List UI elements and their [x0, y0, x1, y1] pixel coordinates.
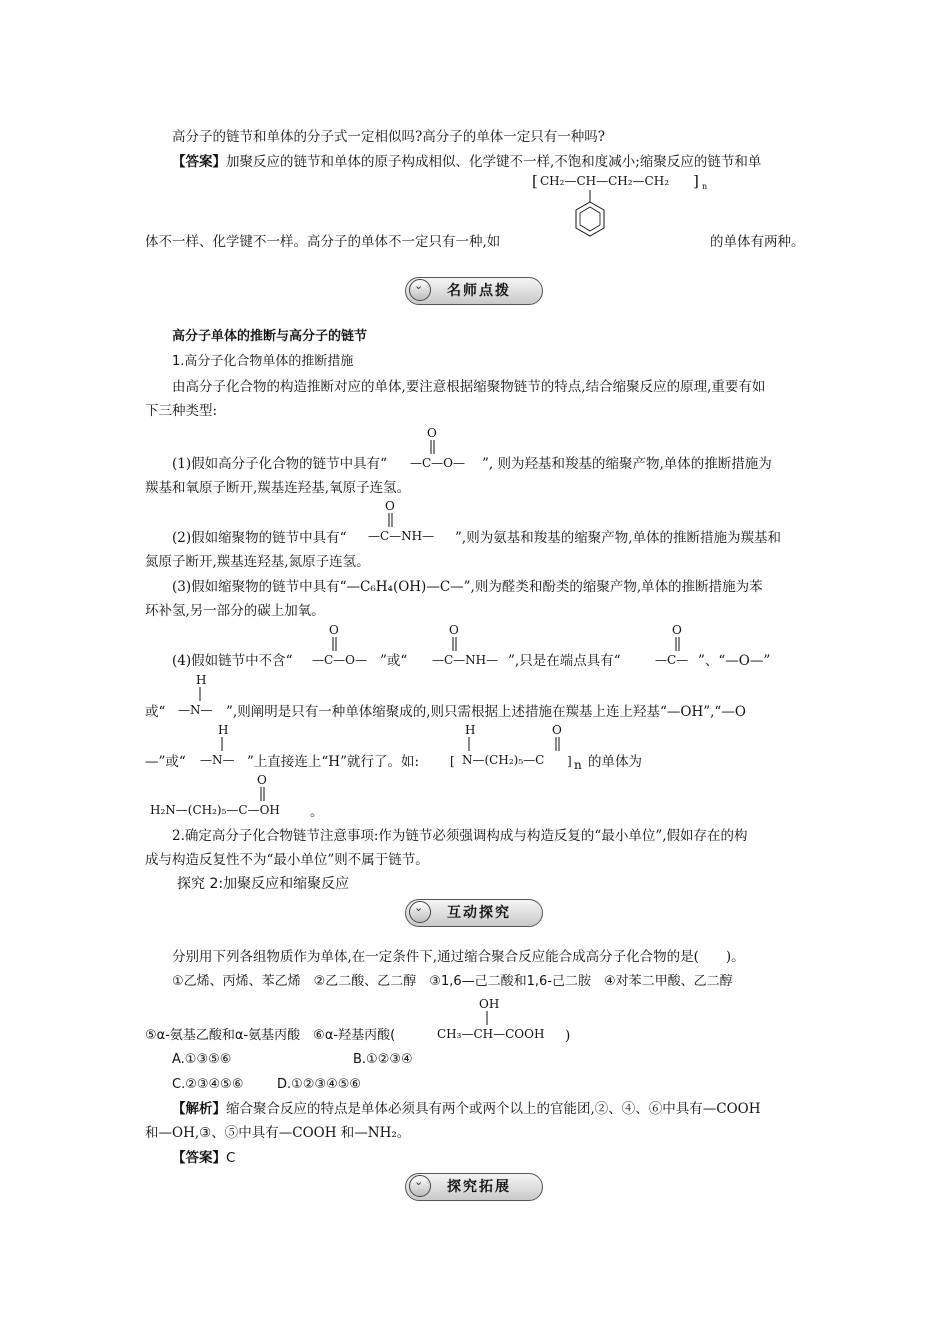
benzene-ring-icon	[570, 188, 630, 258]
heading-2a: 2.确定高分子化合物链节注意事项:作为链节必须强调构成与构造反复的“最小单位”,假如存在的构	[172, 828, 748, 844]
explore-2-title: 探究 2:加聚反应和缩聚反应	[177, 876, 350, 892]
analysis-line-1	[172, 1099, 761, 1119]
item-4d: ”、“—O—”	[698, 653, 771, 669]
heading-1: 1.高分子化合物单体的推断措施	[172, 354, 354, 369]
svg-text:—N—: —N—	[200, 753, 235, 767]
item-1c: 羰基和氧原子断开,羰基连羟基,氧原子连氢。	[145, 480, 411, 496]
svg-text:H: H	[196, 673, 207, 687]
item-3a: (3)假如缩聚物的链节中具有“—C₆H₄(OH)—C—”,则为醛类和酚类的缩聚产物,单体的推断措施为苯	[172, 579, 763, 595]
svg-text:O: O	[449, 623, 459, 637]
analysis-line-2: 和—OH,③、⑤中具有—COOH 和—NH₂。	[145, 1125, 411, 1141]
item-1b: ”, 则为羟基和羧基的缩聚产物,单体的推断措施为	[482, 456, 772, 472]
svg-text:—C—O—: —C—O—	[410, 456, 466, 470]
answer-line-2a: 体不一样、化学键不一样。高分子的单体不一定只有一种,如	[145, 234, 501, 250]
option-d: D.①②③④⑤⑥	[277, 1077, 362, 1092]
svg-text:—C—NH—: —C—NH—	[432, 653, 499, 667]
svg-text:O: O	[672, 623, 682, 637]
item-2c: 氮原子断开,羰基连羟基,氮原子连氢。	[145, 554, 370, 570]
chevron-down-icon: ⌄	[414, 279, 424, 292]
item-4i: 的单体为	[588, 754, 642, 770]
chevron-down-icon: ⌄	[414, 1175, 424, 1188]
svg-text:N—(CH₂)₅—C: N—(CH₂)₅—C	[462, 753, 545, 767]
svg-text:O: O	[385, 499, 395, 513]
item-4g: —”或“	[145, 754, 186, 770]
para-1a: 由高分子化合物的构造推断对应的单体,要注意根据缩聚物链节的特点,结合缩聚反应的原理,重要有如	[172, 379, 766, 395]
answer-value: C	[226, 1150, 236, 1166]
monomer-structure	[150, 772, 310, 822]
svg-text:n: n	[574, 758, 582, 772]
answer-line-2b: 的单体有两种。	[710, 234, 805, 250]
svg-text:]: ]	[567, 754, 572, 768]
svg-text:CH₃—CH—COOH: CH₃—CH—COOH	[437, 1027, 545, 1041]
svg-text:O: O	[552, 723, 562, 737]
svg-text:—C—: —C—	[655, 653, 689, 667]
option-b: B.①②③④	[353, 1052, 413, 1067]
imino-group	[178, 672, 228, 722]
svg-text:H₂N—(CH₂)₅—C—OH: H₂N—(CH₂)₅—C—OH	[150, 803, 280, 817]
lactic-acid-structure	[437, 996, 567, 1046]
answer-line-1	[172, 152, 761, 172]
item-4f: ”,则阐明是只有一种单体缩聚成的,则只需根据上述措施在羰基上连上羟基“—OH”,“—O	[226, 704, 746, 720]
answer-label: 【答案】	[172, 154, 226, 170]
svg-text:O: O	[329, 623, 339, 637]
polystyrene-chain: CH₂—CH—CH₂—CH₂	[540, 174, 670, 188]
svg-text:H: H	[465, 723, 476, 737]
svg-text:—N—: —N—	[178, 703, 213, 717]
item-4a: (4)假如链节中不含“	[172, 653, 293, 669]
answer-text: 加聚反应的链节和单体的原子构成相似、化学键不一样,不饱和度减小;缩聚反应的链节和单	[226, 154, 762, 170]
section-title: 高分子单体的推断与高分子的链节	[172, 329, 368, 344]
n-subscript: n	[702, 182, 708, 191]
exercise-options-2b: )	[565, 1028, 571, 1044]
svg-text:[: [	[450, 754, 455, 768]
banner-title: 探究拓展	[447, 1179, 511, 1195]
svg-text:O: O	[427, 426, 437, 440]
banner-tips	[405, 276, 545, 306]
exercise-options-1: ①乙烯、丙烯、苯乙烯 ②乙二酸、乙二醇 ③1,6—己二酸和1,6-己二胺 ④对苯二甲酸、乙二醇	[172, 974, 733, 989]
exercise-answer	[172, 1148, 235, 1168]
svg-text:H: H	[218, 723, 229, 737]
svg-text:—C—NH—: —C—NH—	[368, 529, 435, 543]
item-2b: ”,则为氨基和羧基的缩聚产物,单体的推断措施为羰基和	[455, 530, 781, 546]
item-4h: ”上直接连上“H”就行了。如:	[247, 754, 420, 770]
banner-title: 互动探究	[447, 905, 511, 921]
imino-group-2	[200, 722, 250, 772]
amide-group-2	[432, 622, 512, 672]
banner-explore	[405, 898, 545, 928]
option-c: C.②③④⑤⑥	[172, 1077, 244, 1092]
answer-label: 【答案】	[172, 1150, 226, 1166]
svg-text:OH: OH	[479, 997, 500, 1011]
item-2a: (2)假如缩聚物的链节中具有“	[172, 530, 347, 546]
exercise-question: 分别用下列各组物质作为单体,在一定条件下,通过缩合聚合反应能合成高分子化合物的是( )。	[172, 949, 745, 965]
amide-group	[368, 498, 458, 548]
item-4c: ”,只是在端点具有“	[508, 653, 621, 669]
item-3b: 环补氢,另一部分的碳上加氧。	[145, 603, 325, 619]
analysis-label: 【解析】	[172, 1101, 226, 1117]
svg-text:—C—O—: —C—O—	[312, 653, 368, 667]
para-1b: 下三种类型:	[145, 403, 218, 419]
svg-text:O: O	[257, 773, 267, 787]
item-4b: ”或“	[380, 653, 408, 669]
exercise-options-2a: ⑤α-氨基乙酸和α-氨基丙酸 ⑥α-羟基丙酸(	[145, 1028, 396, 1043]
heading-2b: 成与构造反复性不为“最小单位”则不属于链节。	[145, 852, 429, 868]
ester-group	[410, 425, 480, 475]
option-a: A.①③⑤⑥	[172, 1052, 232, 1067]
banner-extension	[405, 1172, 545, 1202]
banner-title: 名师点拨	[447, 283, 511, 299]
polyamide-structure	[450, 722, 585, 772]
item-4j: 。	[310, 804, 324, 820]
polystyrene-structure: [ CH₂—CH—CH₂—CH₂ ] n	[532, 170, 712, 252]
item-4e: 或“	[145, 704, 166, 720]
item-1a: (1)假如高分子化合物的链节中具有“	[172, 456, 388, 472]
chevron-down-icon: ⌄	[414, 901, 424, 914]
ester-group-2	[312, 622, 382, 672]
question-text: 高分子的链节和单体的分子式一定相似吗?高分子的单体一定只有一种吗?	[172, 129, 605, 145]
analysis-text: 缩合聚合反应的特点是单体必须具有两个或两个以上的官能团,②、④、⑥中具有—COOH	[226, 1101, 761, 1117]
